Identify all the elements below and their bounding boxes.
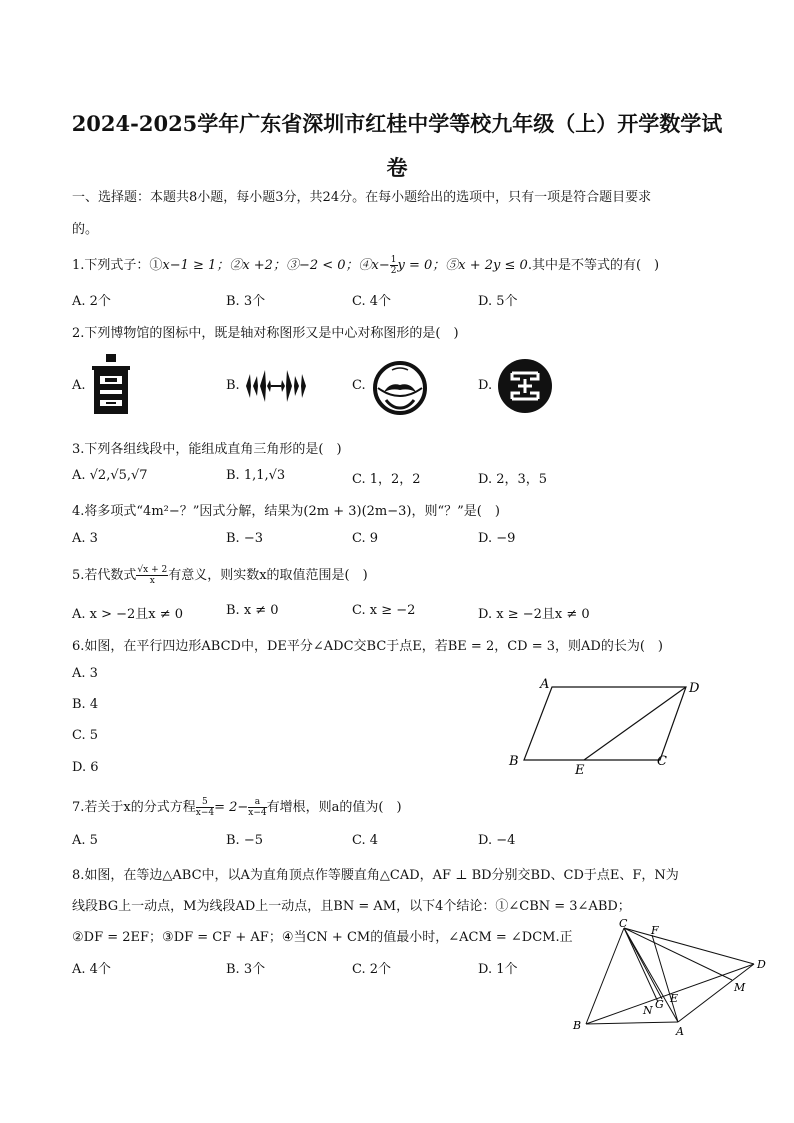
question-8-line-1: 8.如图，在等边△ABC中，以A为直角顶点作等腰直角△CAD，AF ⊥ BD分别交BD、CD于点E、F，N为	[72, 868, 679, 883]
segment-cb	[586, 928, 624, 1024]
q3-option-a[interactable]: A. √2,√5,√7	[72, 468, 148, 483]
question-6: 6.如图，在平行四边形ABCD中，DE平分∠ADC交BC于点E，若BE = 2，CD = 3，则AD的长为( )	[72, 639, 663, 654]
segment-de	[584, 687, 686, 760]
exam-title	[60, 102, 734, 190]
label-m: M	[734, 981, 746, 994]
q8-option-d[interactable]: D. 1个	[478, 962, 518, 977]
q1-fraction	[390, 255, 398, 276]
label-n: N	[643, 1004, 653, 1017]
segment-cn	[624, 928, 662, 999]
q7-post: 有增根，则a的值为( )	[266, 800, 402, 815]
question-7	[72, 796, 402, 818]
label-d: D	[757, 958, 766, 971]
question-4: 4.将多项式“4m²−？”因式分解，结果为(2m + 3)(2m−3)，则“？”是( )	[72, 504, 500, 519]
question-2: 2.下列博物馆的图标中，既是轴对称图形又是中心对称图形的是( )	[72, 326, 459, 341]
q1-frac-den: 2	[390, 266, 397, 276]
q4-option-a[interactable]: A. 3	[72, 531, 98, 546]
q5-post: 有意义，则实数x的取值范围是( )	[168, 568, 368, 583]
triangle-figure	[566, 914, 776, 1040]
q7-option-b[interactable]: B. −5	[226, 833, 263, 848]
q1-post: .其中是不等式的有( )	[527, 258, 660, 273]
label-e: E	[670, 992, 679, 1005]
museum-gate-icon	[86, 352, 136, 416]
q4-option-b[interactable]: B. −3	[226, 531, 263, 546]
parallelogram-figure	[500, 672, 710, 782]
question-8-line-3: ②DF = 2EF；③DF = CF + AF；④当CN + CM的值最小时，∠ACM = ∠DCM.正	[72, 930, 573, 945]
q4-option-d[interactable]: D. −9	[478, 531, 516, 546]
q2-option-d[interactable]: D.	[478, 378, 493, 393]
q6-option-d[interactable]: D. 6	[72, 760, 99, 775]
label-e: E	[575, 763, 585, 778]
q7-mid: = 2−	[214, 800, 249, 815]
museum-circle-bird-icon	[370, 360, 430, 416]
q1-option-d[interactable]: D. 5个	[478, 294, 518, 309]
label-a: A	[540, 677, 550, 692]
q6-option-a[interactable]: A. 3	[72, 666, 98, 681]
parallelogram-abcd	[524, 687, 686, 760]
section-instruction-2: 的。	[72, 222, 99, 237]
q6-option-c[interactable]: C. 5	[72, 728, 99, 743]
q7-f1-num: 5	[196, 797, 214, 808]
museum-arrows-icon	[244, 366, 308, 406]
q5-option-b[interactable]: B. x ≠ 0	[226, 603, 279, 618]
q7-option-d[interactable]: D. −4	[478, 833, 516, 848]
q8-option-b[interactable]: B. 3个	[226, 962, 266, 977]
q7-f1-den: x−4	[195, 808, 215, 818]
label-b: B	[509, 754, 519, 769]
q1-pre: 1.下列式子：①	[72, 258, 163, 273]
title-line-1: 2024-2025学年广东省深圳市红桂中学等校九年级（上）开学数学试	[71, 111, 723, 136]
q7-option-c[interactable]: C. 4	[352, 833, 379, 848]
q1-frac-num: 1	[390, 255, 397, 265]
title-line-2: 卷	[386, 155, 408, 180]
q7-fraction-2	[248, 797, 266, 818]
q5-frac-num: √x + 2	[137, 565, 168, 575]
q2-option-c[interactable]: C.	[352, 378, 366, 393]
label-a: A	[676, 1025, 684, 1038]
q2-option-b[interactable]: B.	[226, 378, 240, 393]
museum-seal-icon	[496, 357, 554, 415]
q8-option-c[interactable]: C. 2个	[352, 962, 392, 977]
label-c: C	[657, 754, 667, 769]
q1-option-a[interactable]: A. 2个	[72, 294, 111, 309]
q3-option-c[interactable]: C. 1，2，2	[352, 472, 421, 487]
section-instruction-1: 一、选择题：本题共8小题，每小题3分，共24分。在每小题给出的选项中，只有一项是符合题目要求	[72, 190, 652, 205]
q3-option-d[interactable]: D. 2，3，5	[478, 472, 548, 487]
q3-option-b[interactable]: B. 1,1,√3	[226, 468, 286, 483]
q4-option-c[interactable]: C. 9	[352, 531, 379, 546]
q5-frac-den: x	[149, 576, 155, 586]
q7-f2-num: a	[248, 797, 266, 808]
q1-expr-b: y = 0；⑤x + 2y ≤ 0	[397, 258, 528, 273]
label-f: F	[651, 924, 659, 937]
segment-ba	[586, 1022, 678, 1024]
q7-pre: 7.若关于x的分式方程	[72, 800, 196, 815]
q7-f2-den: x−4	[248, 808, 267, 818]
question-5	[72, 564, 368, 586]
q5-pre: 5.若代数式	[72, 568, 137, 583]
q5-fraction	[136, 565, 168, 586]
label-c: C	[619, 917, 628, 930]
q8-option-a[interactable]: A. 4个	[72, 962, 111, 977]
q7-fraction-1	[196, 797, 214, 818]
q1-option-b[interactable]: B. 3个	[226, 294, 266, 309]
segment-cm	[624, 928, 732, 980]
q1-option-c[interactable]: C. 4个	[352, 294, 392, 309]
question-3: 3.下列各组线段中，能组成直角三角形的是( )	[72, 442, 342, 457]
q6-option-b[interactable]: B. 4	[72, 697, 99, 712]
question-8-line-2: 线段BG上一动点，M为线段AD上一动点，且BN = AM，以下4个结论：①∠CBN = 3∠ABD；	[72, 899, 631, 914]
segment-cd	[624, 928, 754, 964]
q7-option-a[interactable]: A. 5	[72, 833, 98, 848]
q5-option-a[interactable]: A. x > −2且x ≠ 0	[72, 607, 184, 622]
q5-option-d[interactable]: D. x ≥ −2且x ≠ 0	[478, 607, 590, 622]
q2-option-a[interactable]: A.	[72, 378, 86, 393]
q5-option-c[interactable]: C. x ≥ −2	[352, 603, 416, 618]
label-b: B	[573, 1019, 582, 1032]
question-1	[72, 254, 659, 276]
label-g: G	[655, 998, 664, 1011]
q1-expr-a: x−1 ≥ 1；②x +2；③−2 < 0；④x−	[162, 258, 390, 273]
label-d: D	[689, 681, 700, 696]
